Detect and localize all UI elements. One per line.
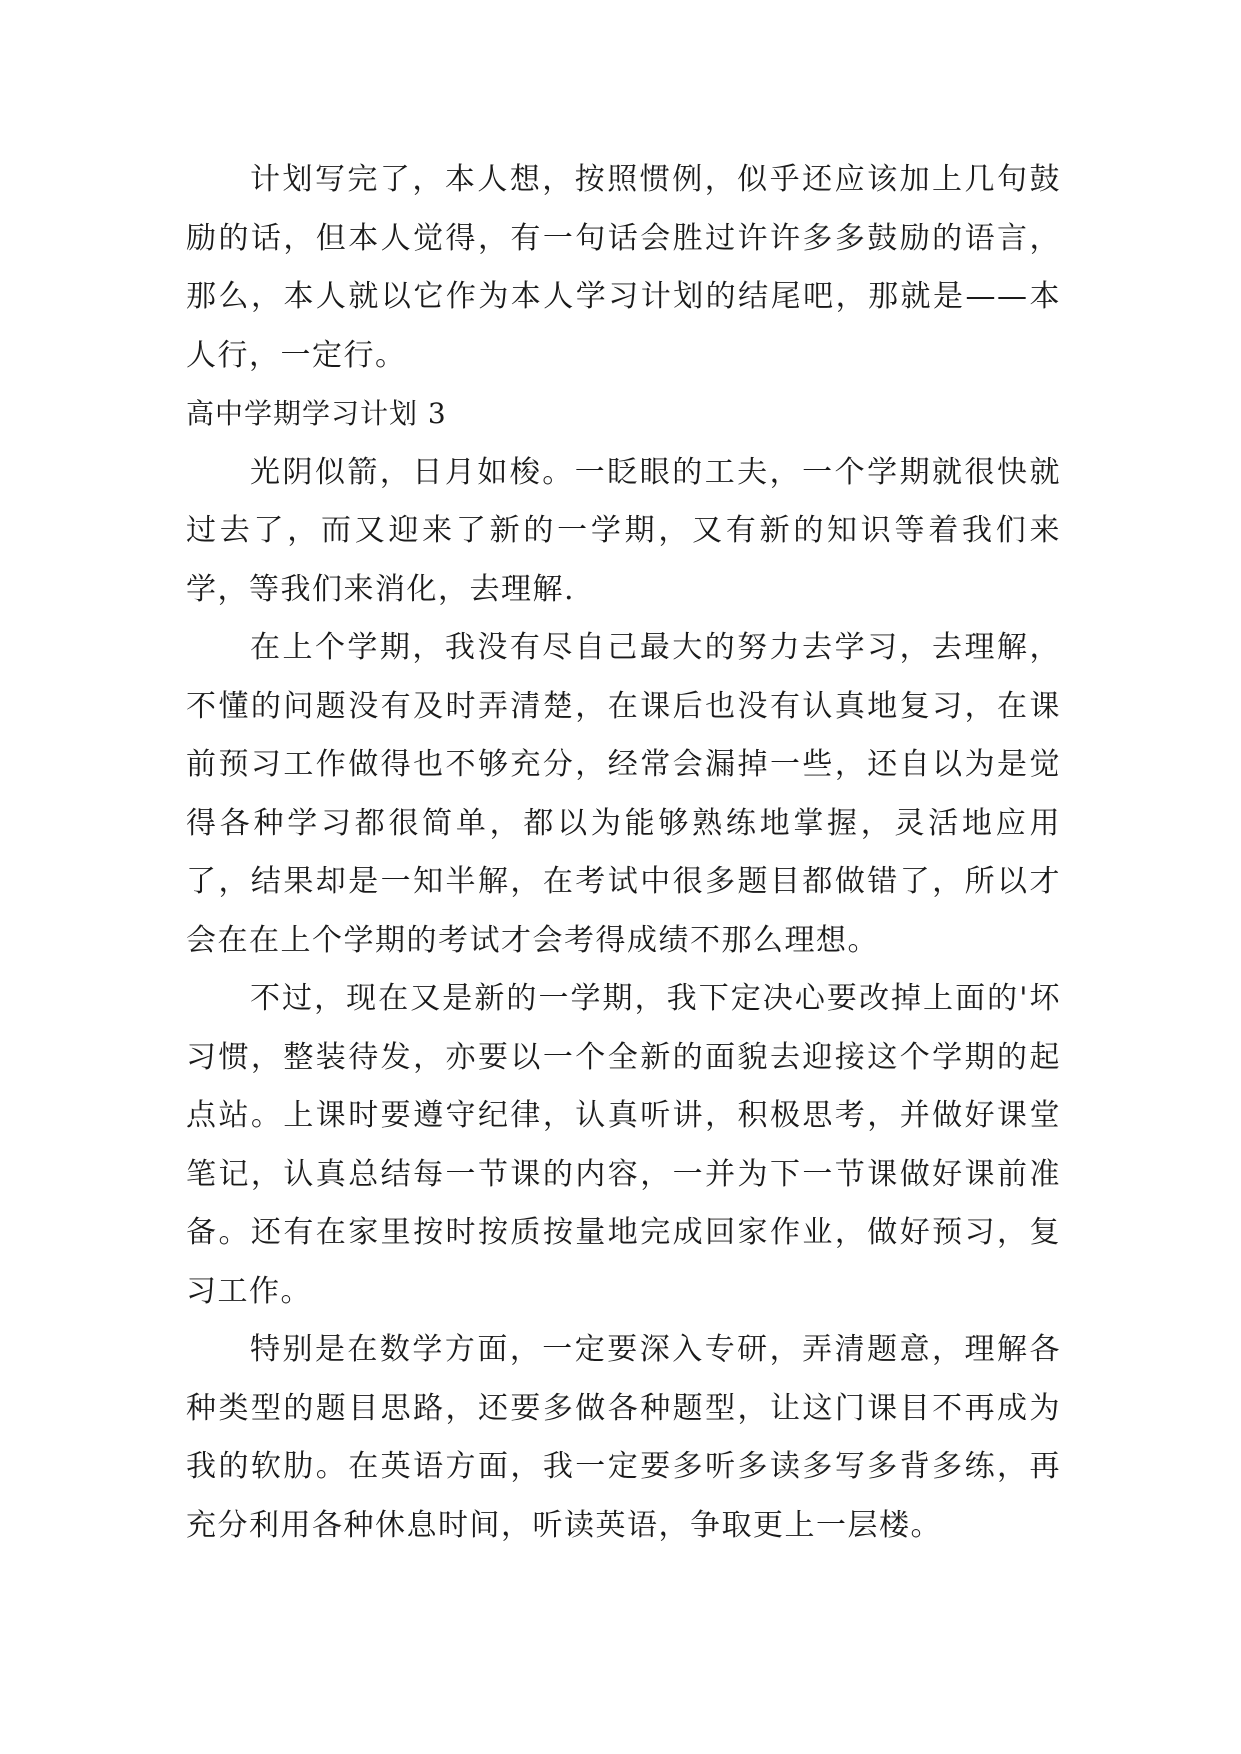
- paragraph-last-semester: 在上个学期，我没有尽自己最大的努力去学习，去理解，不懂的问题没有及时弄清楚，在课后也没有认真地复习，在课前预习工作做得也不够充分，经常会漏掉一些，还自以为是觉得各种学习都很简单，都以为能够熟练地掌握，灵活地应用了，结果却是一知半解，在考试中很多题目都做错了，所以才会在在上个学期的考试才会考得成绩不那么理想。: [186, 630, 1061, 958]
- paragraph-intro: 光阴似箭，日月如梭。一眨眼的工夫，一个学期就很快就过去了，而又迎来了新的一学期，又有新的知识等着我们来学，等我们来消化，去理解.: [186, 454, 1061, 607]
- document-body: [186, 151, 1061, 1555]
- section-heading: 高中学期学习计划 3: [186, 397, 447, 430]
- paragraph-new-semester: 不过，现在又是新的一学期，我下定决心要改掉上面的'坏习惯，整装待发，亦要以一个全新的面貌去迎接这个学期的起点站。上课时要遵守纪律，认真听讲，积极思考，并做好课堂笔记，认真总结每一节课的内容，一并为下一节课做好课前准备。还有在家里按时按质按量地完成回家作业，做好预习，复习工作。: [186, 981, 1061, 1309]
- paragraph-subjects: 特别是在数学方面，一定要深入专研，弄清题意，理解各种类型的题目思路，还要多做各种题型，让这门课目不再成为我的软肋。在英语方面，我一定要多听多读多写多背多练，再充分利用各种休息时间，听读英语，争取更上一层楼。: [186, 1332, 1061, 1543]
- paragraph-closing-remarks: 计划写完了，本人想，按照惯例，似乎还应该加上几句鼓励的话，但本人觉得，有一句话会胜过许许多多鼓励的语言，那么，本人就以它作为本人学习计划的结尾吧，那就是——本人行，一定行。: [186, 162, 1061, 373]
